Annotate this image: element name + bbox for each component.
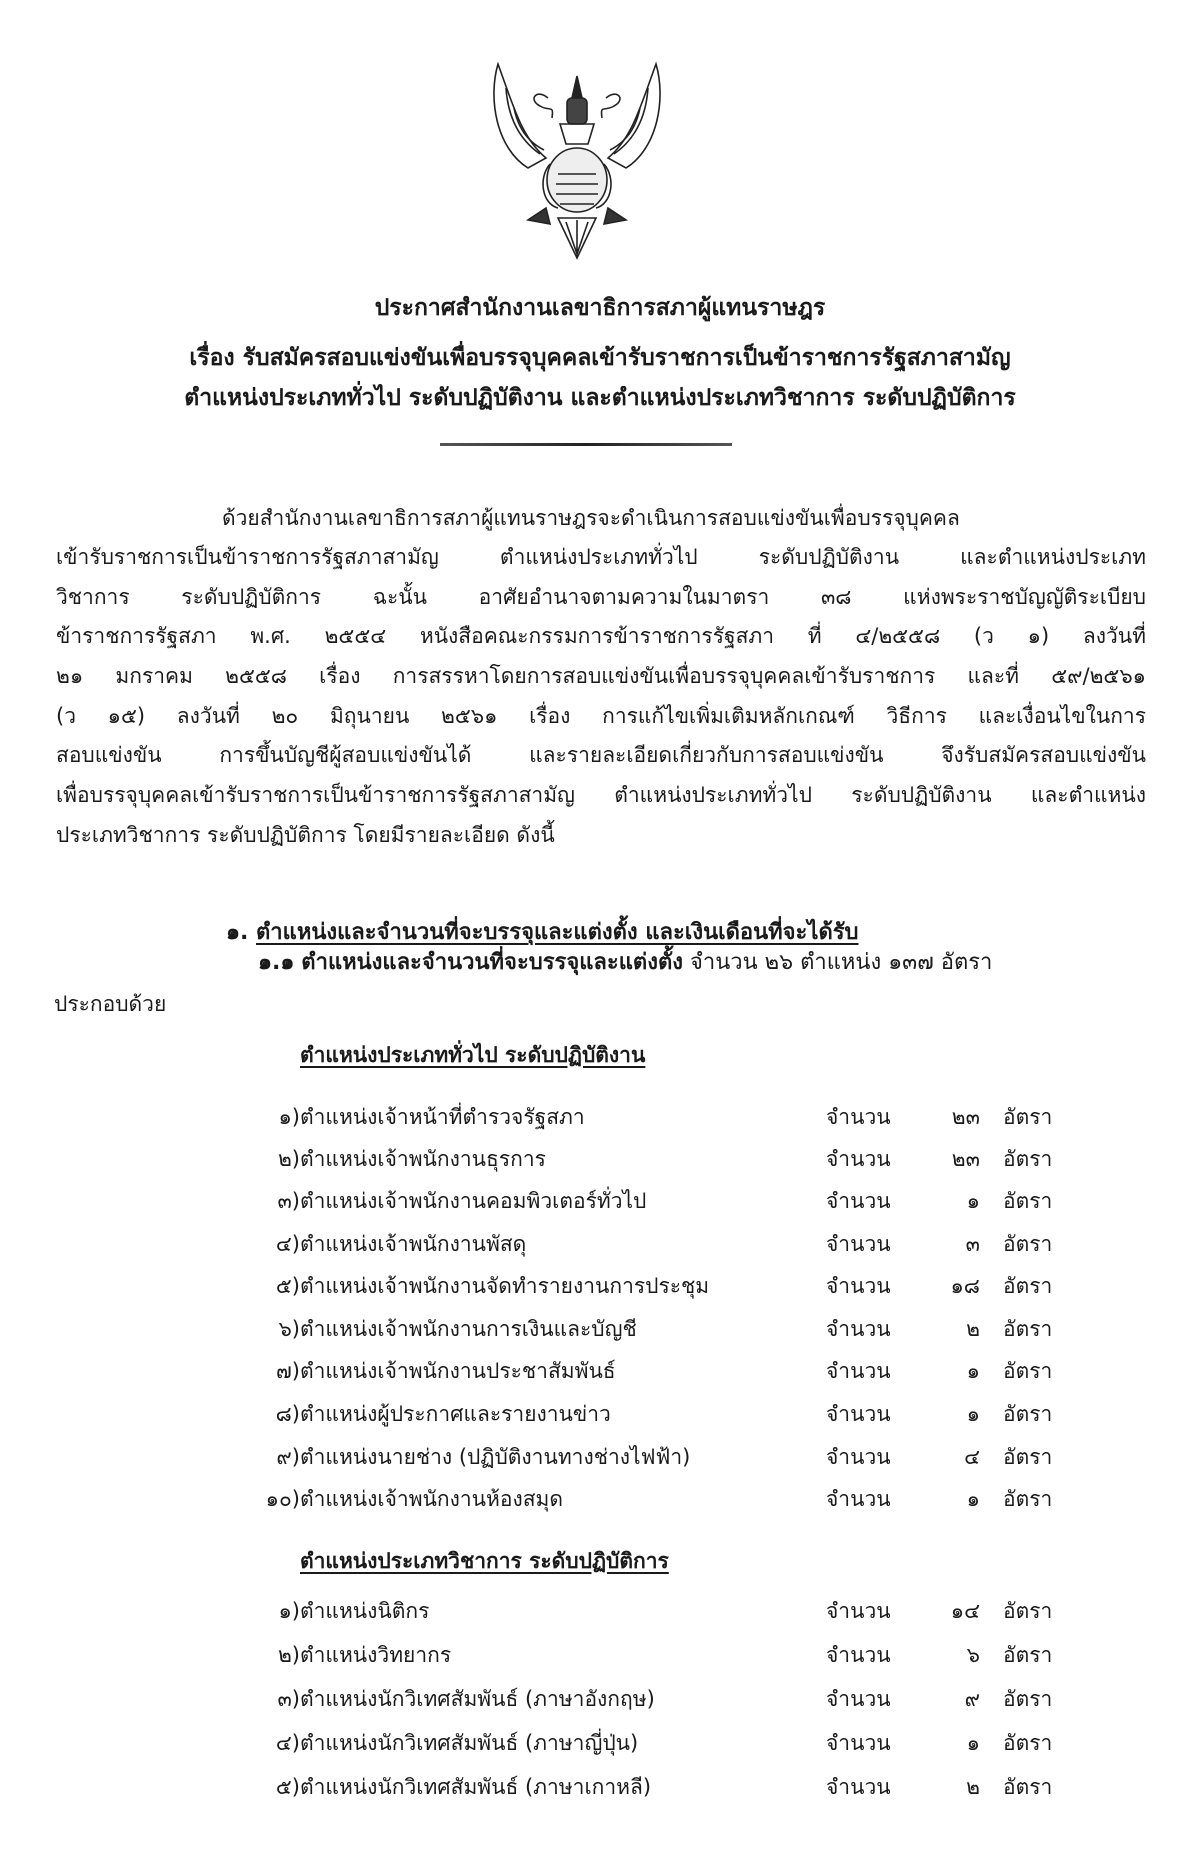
item-number: ๕) — [275, 1775, 300, 1799]
section-1-1-number: ๑.๑ — [258, 950, 295, 975]
count-unit: อัตรา — [1003, 1105, 1053, 1129]
document-title-positions: ตำแหน่งประเภททั่วไป ระดับปฏิบัติงาน และตำแหน่งประเภทวิชาการ ระดับปฏิบัติการ — [184, 385, 1016, 411]
item-number: ๔) — [275, 1731, 300, 1755]
position-name: ตำแหน่งนายช่าง (ปฏิบัติงานทางช่างไฟฟ้า) — [300, 1445, 691, 1469]
section-1-1-continuation: ประกอบด้วย — [54, 992, 167, 1016]
count-label: จำนวน — [826, 1731, 891, 1755]
section-1-heading — [226, 918, 859, 948]
item-number: ๑๐) — [265, 1487, 300, 1511]
paragraph-line: ข้าราชการรัฐสภา พ.ศ. ๒๕๕๔ หนังสือคณะกรรมการข้าราชการรัฐสภา ที่ ๔/๒๕๕๘ (ว ๑) ลงวันที่ — [56, 624, 1146, 648]
count-unit: อัตรา — [1003, 1687, 1053, 1711]
list-item — [0, 1354, 1200, 1388]
list-item — [0, 1726, 1200, 1760]
list-item — [0, 1440, 1200, 1474]
count-label: จำนวน — [826, 1487, 891, 1511]
paragraph-line: สอบแข่งขัน การขึ้นบัญชีผู้สอบแข่งขันได้ และรายละเอียดเกี่ยวกับการสอบแข่งขัน จึงรับสมัครสอบแข่งขัน — [56, 743, 1146, 767]
section-1-1-line — [258, 948, 992, 978]
item-number: ๙) — [276, 1445, 300, 1469]
list-item — [0, 1397, 1200, 1431]
item-number: ๓) — [277, 1189, 300, 1213]
count-label: จำนวน — [826, 1274, 891, 1298]
count-label: จำนวน — [826, 1359, 891, 1383]
item-number: ๑) — [278, 1105, 300, 1129]
count-label: จำนวน — [826, 1445, 891, 1469]
list-item — [0, 1594, 1200, 1628]
count-unit: อัตรา — [1003, 1775, 1053, 1799]
count-unit: อัตรา — [1003, 1359, 1053, 1383]
garuda-emblem-icon — [488, 58, 666, 262]
position-count: ๒๓ — [951, 1147, 980, 1171]
list-item — [0, 1682, 1200, 1716]
count-label: จำนวน — [826, 1232, 891, 1256]
position-name: ตำแหน่งนักวิเทศสัมพันธ์ (ภาษาเกาหลี) — [300, 1775, 652, 1799]
paragraph-line: ประเภทวิชาการ ระดับปฏิบัติการ โดยมีรายละเอียด ดังนี้ — [56, 823, 555, 847]
position-name: ตำแหน่งผู้ประกาศและรายงานข่าว — [300, 1402, 611, 1426]
count-label: จำนวน — [826, 1189, 891, 1213]
position-count: ๑๘ — [950, 1274, 980, 1298]
section-1-1-title: ตำแหน่งและจำนวนที่จะบรรจุและแต่งตั้ง — [301, 950, 683, 975]
general-group-heading: ตำแหน่งประเภททั่วไป ระดับปฏิบัติงาน — [300, 1043, 646, 1067]
position-count: ๒ — [966, 1775, 980, 1799]
count-unit: อัตรา — [1003, 1643, 1053, 1667]
count-label: จำนวน — [826, 1687, 891, 1711]
position-count: ๑ — [966, 1731, 980, 1755]
list-item — [0, 1312, 1200, 1346]
count-unit: อัตรา — [1003, 1599, 1053, 1623]
document-title-subject: เรื่อง รับสมัครสอบแข่งขันเพื่อบรรจุบุคคลเข้ารับราชการเป็นข้าราชการรัฐสภาสามัญ — [189, 345, 1011, 371]
position-count: ๔ — [964, 1445, 980, 1469]
section-1-title: ตำแหน่งและจำนวนที่จะบรรจุและแต่งตั้ง และเงินเดือนที่จะได้รับ — [256, 920, 859, 945]
title-divider — [440, 443, 732, 446]
position-count: ๑ — [966, 1359, 980, 1383]
count-label: จำนวน — [826, 1643, 891, 1667]
count-unit: อัตรา — [1003, 1147, 1053, 1171]
position-name: ตำแหน่งนิติกร — [300, 1599, 430, 1623]
count-unit: อัตรา — [1003, 1274, 1053, 1298]
position-name: ตำแหน่งเจ้าพนักงานพัสดุ — [300, 1232, 527, 1256]
list-item — [0, 1184, 1200, 1218]
paragraph-line: ๒๑ มกราคม ๒๕๕๘ เรื่อง การสรรหาโดยการสอบแข่งขันเพื่อบรรจุบุคคลเข้ารับราชการ และที่ ๕๙/๒๕๖๑ — [56, 664, 1146, 688]
position-name: ตำแหน่งเจ้าพนักงานจัดทำรายงานการประชุม — [300, 1274, 710, 1298]
paragraph-line: วิชาการ ระดับปฏิบัติการ ฉะนั้น อาศัยอำนาจตามความในมาตรา ๓๘ แห่งพระราชบัญญัติระเบียบ — [56, 585, 1146, 609]
position-count: ๑๔ — [950, 1599, 980, 1623]
position-name: ตำแหน่งนักวิเทศสัมพันธ์ (ภาษาอังกฤษ) — [300, 1687, 655, 1711]
position-name: ตำแหน่งเจ้าหน้าที่ตำรวจรัฐสภา — [300, 1105, 585, 1129]
count-unit: อัตรา — [1003, 1402, 1053, 1426]
section-1-number: ๑. — [226, 920, 249, 945]
count-unit: อัตรา — [1003, 1317, 1053, 1341]
item-number: ๖) — [278, 1317, 300, 1341]
list-item — [0, 1227, 1200, 1261]
position-name: ตำแหน่งวิทยากร — [300, 1643, 452, 1667]
count-label: จำนวน — [826, 1105, 891, 1129]
list-item — [0, 1100, 1200, 1134]
item-number: ๘) — [275, 1402, 300, 1426]
count-unit: อัตรา — [1003, 1232, 1053, 1256]
item-number: ๓) — [277, 1687, 300, 1711]
paragraph-line: (ว ๑๕) ลงวันที่ ๒๐ มิถุนายน ๒๕๖๑ เรื่อง การแก้ไขเพิ่มเติมหลักเกณฑ์ วิธีการ และเงื่อนไขในการ — [56, 704, 1146, 728]
position-name: ตำแหน่งเจ้าพนักงานการเงินและบัญชี — [300, 1317, 637, 1341]
position-count: ๑ — [966, 1189, 980, 1213]
position-name: ตำแหน่งนักวิเทศสัมพันธ์ (ภาษาญี่ปุ่น) — [300, 1731, 639, 1755]
position-count: ๑ — [966, 1402, 980, 1426]
count-label: จำนวน — [826, 1775, 891, 1799]
count-unit: อัตรา — [1003, 1487, 1053, 1511]
paragraph-line: เข้ารับราชการเป็นข้าราชการรัฐสภาสามัญ ตำแหน่งประเภททั่วไป ระดับปฏิบัติงาน และตำแหน่งประเภท — [56, 545, 1146, 569]
section-1-1-summary: จำนวน ๒๖ ตำแหน่ง ๑๓๗ อัตรา — [689, 950, 993, 975]
item-number: ๒) — [277, 1147, 300, 1171]
count-label: จำนวน — [826, 1317, 891, 1341]
position-count: ๖ — [966, 1643, 980, 1667]
position-count: ๒ — [966, 1317, 980, 1341]
position-count: ๓ — [965, 1232, 980, 1256]
count-label: จำนวน — [826, 1599, 891, 1623]
list-item — [0, 1482, 1200, 1516]
count-unit: อัตรา — [1003, 1731, 1053, 1755]
paragraph-line: เพื่อบรรจุบุคคลเข้ารับราชการเป็นข้าราชการรัฐสภาสามัญ ตำแหน่งประเภททั่วไป ระดับปฏิบัติงาน และตำแหน่ง — [56, 783, 1146, 807]
count-label: จำนวน — [826, 1402, 891, 1426]
item-number: ๑) — [278, 1599, 300, 1623]
position-name: ตำแหน่งเจ้าพนักงานประชาสัมพันธ์ — [300, 1359, 616, 1383]
list-item — [0, 1142, 1200, 1176]
position-count: ๑ — [966, 1487, 980, 1511]
document-title-issuer: ประกาศสำนักงานเลขาธิการสภาผู้แทนราษฎร — [374, 295, 826, 321]
list-item — [0, 1770, 1200, 1804]
item-number: ๔) — [275, 1232, 300, 1256]
position-name: ตำแหน่งเจ้าพนักงานธุรการ — [300, 1147, 546, 1171]
count-unit: อัตรา — [1003, 1189, 1053, 1213]
item-number: ๒) — [277, 1643, 300, 1667]
position-name: ตำแหน่งเจ้าพนักงานคอมพิวเตอร์ทั่วไป — [300, 1189, 647, 1213]
academic-group-heading: ตำแหน่งประเภทวิชาการ ระดับปฏิบัติการ — [300, 1549, 669, 1573]
list-item — [0, 1269, 1200, 1303]
item-number: ๕) — [275, 1274, 300, 1298]
count-unit: อัตรา — [1003, 1445, 1053, 1469]
list-item — [0, 1638, 1200, 1672]
paragraph-line: ด้วยสำนักงานเลขาธิการสภาผู้แทนราษฎรจะดำเนินการสอบแข่งขันเพื่อบรรจุบุคคล — [222, 506, 960, 530]
item-number: ๗) — [276, 1359, 300, 1383]
position-count: ๒๓ — [951, 1105, 980, 1129]
position-count: ๙ — [964, 1687, 980, 1711]
count-label: จำนวน — [826, 1147, 891, 1171]
position-name: ตำแหน่งเจ้าพนักงานห้องสมุด — [300, 1487, 564, 1511]
